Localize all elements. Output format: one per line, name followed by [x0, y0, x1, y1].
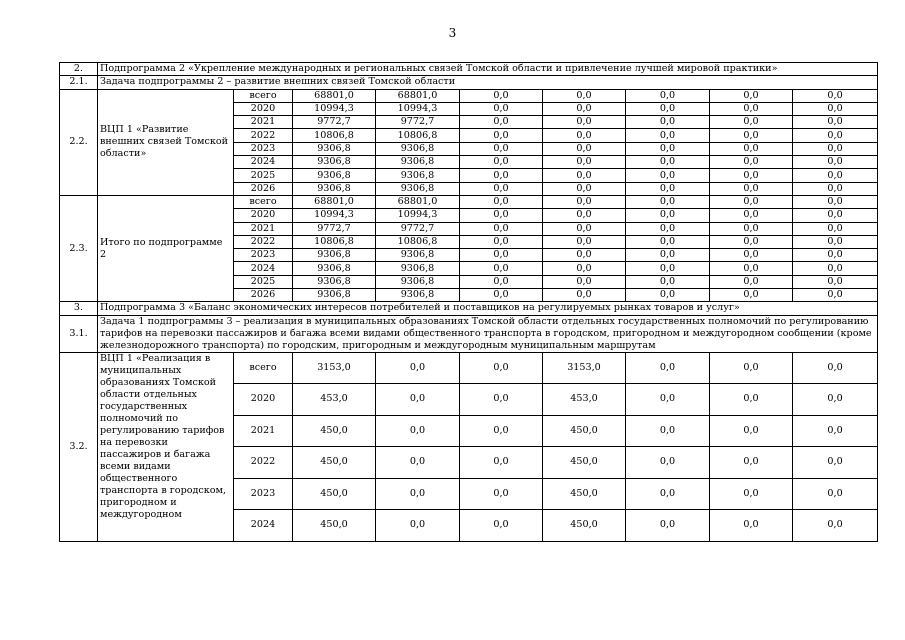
value-cell: 0,0	[710, 222, 793, 235]
value-cell: 0,0	[793, 415, 878, 447]
value-cell: 0,0	[543, 209, 626, 222]
value-cell: 0,0	[460, 447, 543, 479]
year-cell: 2026	[234, 289, 293, 302]
value-cell: 68801,0	[293, 195, 376, 208]
value-cell: 450,0	[543, 447, 626, 479]
task-2-1-row	[60, 76, 878, 89]
value-cell: 0,0	[793, 447, 878, 479]
value-cell: 0,0	[543, 142, 626, 155]
value-cell: 9306,8	[293, 156, 376, 169]
value-cell: 9306,8	[293, 182, 376, 195]
value-cell: 0,0	[626, 510, 710, 542]
value-cell: 9772,7	[293, 222, 376, 235]
year-cell: 2022	[234, 447, 293, 479]
value-cell: 10994,3	[376, 209, 460, 222]
value-cell: 0,0	[710, 415, 793, 447]
value-cell: 0,0	[710, 129, 793, 142]
value-cell: 0,0	[793, 129, 878, 142]
value-cell: 0,0	[793, 142, 878, 155]
data-row	[60, 89, 878, 102]
year-cell: 2024	[234, 156, 293, 169]
block-2-3	[60, 195, 878, 301]
value-cell: 3153,0	[543, 352, 626, 384]
value-cell: 0,0	[543, 169, 626, 182]
value-cell: 0,0	[626, 89, 710, 102]
value-cell: 0,0	[626, 289, 710, 302]
value-cell: 0,0	[460, 478, 543, 510]
value-cell: 9306,8	[293, 289, 376, 302]
value-cell: 0,0	[543, 195, 626, 208]
row-number: 3.	[60, 302, 98, 315]
year-cell: всего	[234, 89, 293, 102]
year-cell: 2024	[234, 510, 293, 542]
value-cell: 68801,0	[376, 89, 460, 102]
year-cell: 2021	[234, 116, 293, 129]
block-2-2	[60, 89, 878, 195]
value-cell: 450,0	[293, 478, 376, 510]
value-cell: 0,0	[626, 384, 710, 416]
value-cell: 0,0	[376, 478, 460, 510]
value-cell: 450,0	[543, 478, 626, 510]
value-cell: 0,0	[543, 156, 626, 169]
value-cell: 0,0	[626, 182, 710, 195]
value-cell: 0,0	[793, 195, 878, 208]
value-cell: 9306,8	[376, 275, 460, 288]
subprogram-3-row	[60, 302, 878, 315]
value-cell: 0,0	[460, 289, 543, 302]
value-cell: 0,0	[710, 249, 793, 262]
value-cell: 0,0	[710, 262, 793, 275]
value-cell: 0,0	[460, 116, 543, 129]
value-cell: 0,0	[793, 102, 878, 115]
value-cell: 0,0	[710, 352, 793, 384]
value-cell: 68801,0	[293, 89, 376, 102]
row-number: 2.	[60, 63, 98, 76]
value-cell: 0,0	[626, 142, 710, 155]
value-cell: 453,0	[293, 384, 376, 416]
page-number: 3	[448, 26, 457, 40]
value-cell: 0,0	[793, 209, 878, 222]
value-cell: 0,0	[710, 169, 793, 182]
value-cell: 0,0	[626, 102, 710, 115]
value-cell: 9306,8	[376, 156, 460, 169]
value-cell: 0,0	[460, 169, 543, 182]
year-cell: 2023	[234, 249, 293, 262]
value-cell: 9306,8	[293, 169, 376, 182]
value-cell: 0,0	[543, 222, 626, 235]
year-cell: 2021	[234, 415, 293, 447]
value-cell: 0,0	[710, 478, 793, 510]
value-cell: 450,0	[293, 510, 376, 542]
value-cell: 0,0	[460, 129, 543, 142]
value-cell: 0,0	[376, 352, 460, 384]
value-cell: 0,0	[376, 510, 460, 542]
value-cell: 0,0	[460, 156, 543, 169]
year-cell: 2022	[234, 235, 293, 248]
row-number: 2.2.	[60, 89, 98, 195]
value-cell: 450,0	[543, 415, 626, 447]
value-cell: 0,0	[543, 129, 626, 142]
block-3-2	[60, 352, 878, 541]
value-cell: 9772,7	[376, 116, 460, 129]
value-cell: 0,0	[543, 89, 626, 102]
value-cell: 453,0	[543, 384, 626, 416]
value-cell: 0,0	[460, 275, 543, 288]
value-cell: 9306,8	[376, 182, 460, 195]
value-cell: 0,0	[543, 102, 626, 115]
program-label: ВЦП 1 «Реализация в муниципальных образованиях Томской области отдельных государственных полномочий по регулированию тарифов на перевозки пассажиров и багажа всеми видами общественного транспорта в городском, пригородном и междугородном	[98, 352, 234, 541]
value-cell: 0,0	[626, 209, 710, 222]
value-cell: 0,0	[460, 195, 543, 208]
value-cell: 0,0	[710, 275, 793, 288]
value-cell: 0,0	[626, 129, 710, 142]
value-cell: 450,0	[543, 510, 626, 542]
value-cell: 0,0	[460, 384, 543, 416]
subprogram-3-title: Подпрограмма 3 «Баланс экономических интересов потребителей и поставщиков на регулируемых рынках товаров и услуг»	[98, 302, 878, 315]
budget-table	[59, 62, 878, 542]
data-row	[60, 352, 878, 384]
value-cell: 0,0	[460, 222, 543, 235]
value-cell: 0,0	[626, 275, 710, 288]
value-cell: 0,0	[543, 289, 626, 302]
value-cell: 0,0	[710, 209, 793, 222]
value-cell: 9306,8	[293, 249, 376, 262]
year-cell: 2024	[234, 262, 293, 275]
value-cell: 0,0	[626, 169, 710, 182]
value-cell: 0,0	[710, 195, 793, 208]
value-cell: 0,0	[793, 478, 878, 510]
program-label: ВЦП 1 «Развитие внешних связей Томской области»	[98, 89, 234, 195]
value-cell: 0,0	[793, 249, 878, 262]
value-cell: 0,0	[793, 235, 878, 248]
value-cell: 10994,3	[293, 209, 376, 222]
value-cell: 450,0	[293, 415, 376, 447]
value-cell: 0,0	[793, 289, 878, 302]
value-cell: 0,0	[710, 116, 793, 129]
value-cell: 10806,8	[376, 129, 460, 142]
value-cell: 0,0	[543, 275, 626, 288]
value-cell: 0,0	[460, 510, 543, 542]
value-cell: 0,0	[460, 89, 543, 102]
value-cell: 0,0	[460, 352, 543, 384]
value-cell: 9306,8	[293, 275, 376, 288]
year-cell: 2020	[234, 102, 293, 115]
value-cell: 9306,8	[293, 262, 376, 275]
value-cell: 0,0	[710, 510, 793, 542]
year-cell: 2020	[234, 209, 293, 222]
value-cell: 0,0	[460, 182, 543, 195]
value-cell: 0,0	[460, 249, 543, 262]
value-cell: 9306,8	[376, 289, 460, 302]
value-cell: 0,0	[793, 275, 878, 288]
value-cell: 0,0	[460, 209, 543, 222]
value-cell: 0,0	[626, 156, 710, 169]
value-cell: 0,0	[793, 510, 878, 542]
value-cell: 0,0	[793, 89, 878, 102]
value-cell: 0,0	[543, 235, 626, 248]
value-cell: 0,0	[376, 384, 460, 416]
year-cell: 2020	[234, 384, 293, 416]
value-cell: 0,0	[626, 116, 710, 129]
row-number: 2.3.	[60, 195, 98, 301]
year-cell: 2025	[234, 275, 293, 288]
subprogram-2-row	[60, 63, 878, 76]
value-cell: 0,0	[460, 102, 543, 115]
year-cell: 2023	[234, 142, 293, 155]
value-cell: 0,0	[460, 262, 543, 275]
year-cell: 2026	[234, 182, 293, 195]
value-cell: 0,0	[543, 116, 626, 129]
value-cell: 0,0	[460, 142, 543, 155]
value-cell: 10806,8	[293, 129, 376, 142]
value-cell: 9306,8	[376, 169, 460, 182]
value-cell: 0,0	[543, 182, 626, 195]
value-cell: 0,0	[793, 116, 878, 129]
value-cell: 10806,8	[293, 235, 376, 248]
value-cell: 9772,7	[293, 116, 376, 129]
value-cell: 9306,8	[376, 262, 460, 275]
value-cell: 9306,8	[376, 142, 460, 155]
year-cell: всего	[234, 195, 293, 208]
value-cell: 0,0	[626, 249, 710, 262]
value-cell: 0,0	[376, 447, 460, 479]
value-cell: 0,0	[793, 182, 878, 195]
value-cell: 3153,0	[293, 352, 376, 384]
year-cell: 2022	[234, 129, 293, 142]
value-cell: 0,0	[543, 249, 626, 262]
value-cell: 0,0	[626, 235, 710, 248]
value-cell: 0,0	[793, 352, 878, 384]
task-3-1-text: Задача 1 подпрограммы 3 – реализация в муниципальных образованиях Томской области отдельных государственных полномочий по регулированию тарифов на перевозки пассажиров и багажа всеми видами общественного транспорта в городском, пригородном и междугородном сообщении (кроме железнодорожного транспорта) по городским, пригородным и междугородным муниципальным маршрутам	[98, 315, 878, 352]
value-cell: 0,0	[460, 415, 543, 447]
value-cell: 9306,8	[293, 142, 376, 155]
value-cell: 0,0	[626, 478, 710, 510]
value-cell: 0,0	[710, 289, 793, 302]
year-cell: 2021	[234, 222, 293, 235]
value-cell: 10994,3	[293, 102, 376, 115]
row-number: 3.2.	[60, 352, 98, 541]
value-cell: 9306,8	[376, 249, 460, 262]
value-cell: 450,0	[293, 447, 376, 479]
value-cell: 0,0	[376, 415, 460, 447]
task-2-1-text: Задача подпрограммы 2 – развитие внешних связей Томской области	[98, 76, 878, 89]
value-cell: 0,0	[793, 384, 878, 416]
value-cell: 0,0	[460, 235, 543, 248]
value-cell: 68801,0	[376, 195, 460, 208]
value-cell: 10806,8	[376, 235, 460, 248]
task-3-1-row	[60, 315, 878, 352]
value-cell: 0,0	[626, 195, 710, 208]
year-cell: 2023	[234, 478, 293, 510]
value-cell: 0,0	[626, 222, 710, 235]
value-cell: 0,0	[710, 447, 793, 479]
value-cell: 0,0	[626, 352, 710, 384]
year-cell: 2025	[234, 169, 293, 182]
year-cell: всего	[234, 352, 293, 384]
value-cell: 0,0	[793, 222, 878, 235]
value-cell: 9772,7	[376, 222, 460, 235]
value-cell: 0,0	[710, 384, 793, 416]
value-cell: 0,0	[626, 415, 710, 447]
value-cell: 10994,3	[376, 102, 460, 115]
value-cell: 0,0	[710, 89, 793, 102]
row-number: 2.1.	[60, 76, 98, 89]
value-cell: 0,0	[626, 447, 710, 479]
value-cell: 0,0	[793, 156, 878, 169]
value-cell: 0,0	[710, 182, 793, 195]
value-cell: 0,0	[793, 262, 878, 275]
value-cell: 0,0	[710, 102, 793, 115]
row-number: 3.1.	[60, 315, 98, 352]
subprogram-2-title: Подпрограмма 2 «Укрепление международных и региональных связей Томской области и привлечение лучшей мировой практики»	[98, 63, 878, 76]
data-row	[60, 195, 878, 208]
value-cell: 0,0	[793, 169, 878, 182]
value-cell: 0,0	[710, 235, 793, 248]
value-cell: 0,0	[626, 262, 710, 275]
value-cell: 0,0	[543, 262, 626, 275]
value-cell: 0,0	[710, 142, 793, 155]
program-label: Итого по подпрограмме 2	[98, 195, 234, 301]
value-cell: 0,0	[710, 156, 793, 169]
